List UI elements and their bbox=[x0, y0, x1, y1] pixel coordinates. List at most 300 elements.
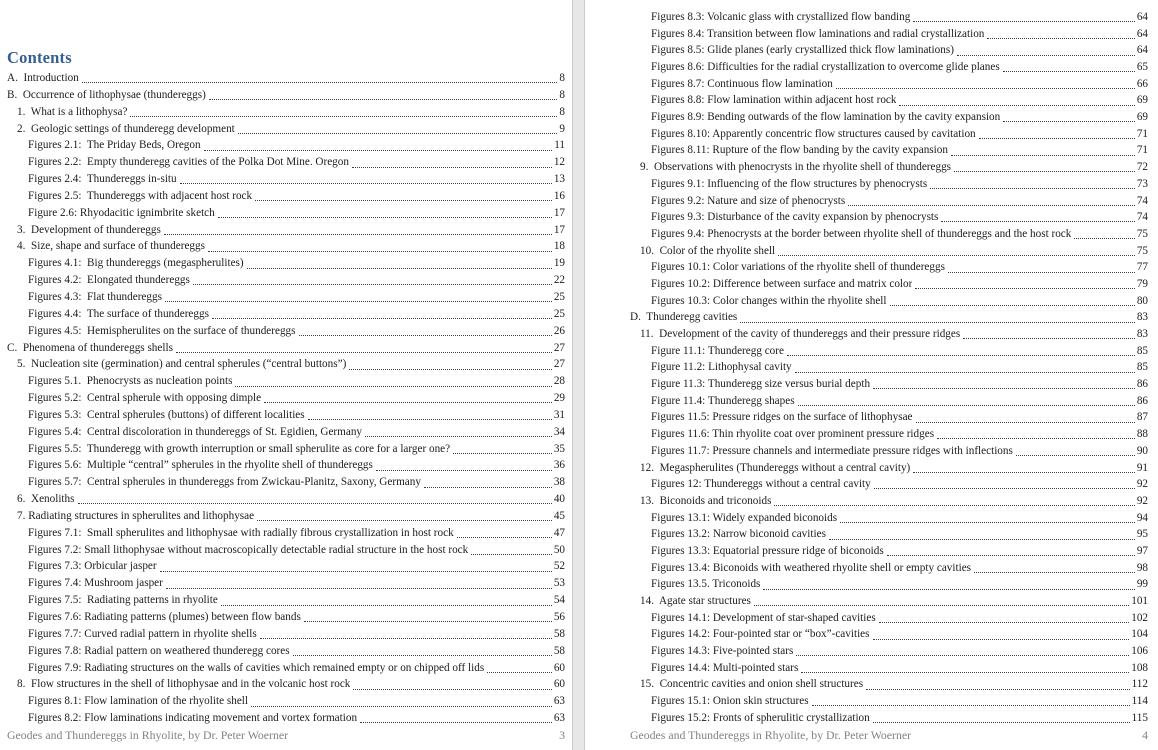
toc-entry-label: D. Thunderegg cavities bbox=[630, 311, 738, 324]
dot-leader bbox=[130, 116, 557, 117]
toc-entry[interactable] bbox=[7, 508, 565, 525]
toc-entry-page: 74 bbox=[1136, 211, 1148, 224]
toc-entry-label: Figures 8.3: Volcanic glass with crystallized flow banding bbox=[651, 10, 911, 23]
toc-entry-page: 88 bbox=[1136, 428, 1148, 441]
toc-entry[interactable] bbox=[630, 643, 1148, 660]
toc-entry-page: 29 bbox=[553, 392, 565, 405]
toc-entry[interactable] bbox=[630, 326, 1148, 343]
toc-entry-label: Figures 7.1: Small spherulites and lithophysae with radially fibrous crystallization in host rock bbox=[28, 526, 454, 539]
toc-entry-label: Figures 8.9: Bending outwards of the flow lamination by the cavity expansion bbox=[651, 111, 1001, 124]
toc-entry-label: Figures 4.2: Elongated thundereggs bbox=[28, 274, 190, 287]
page-footer bbox=[630, 728, 1148, 742]
page-4 bbox=[585, 0, 1158, 750]
toc-entry[interactable] bbox=[630, 309, 1148, 326]
toc-entry[interactable] bbox=[630, 59, 1148, 76]
toc-entry-label: Figures 2.4: Thundereggs in-situ bbox=[28, 173, 177, 186]
toc-entry-label: Figures 8.8: Flow lamination within adjacent host rock bbox=[651, 94, 897, 107]
toc-entry[interactable] bbox=[7, 323, 565, 340]
toc-entry-label: Figures 11.5: Pressure ridges on the surface of lithophysae bbox=[651, 411, 913, 424]
toc-entry[interactable] bbox=[630, 159, 1148, 176]
toc-entry-page: 9 bbox=[559, 122, 565, 135]
toc-entry[interactable] bbox=[630, 410, 1148, 427]
page-footer bbox=[7, 728, 565, 742]
toc-entry-label: Figures 2.1: The Priday Beds, Oregon bbox=[28, 139, 201, 152]
toc-entry[interactable] bbox=[630, 9, 1148, 26]
footer-document-title: Geodes and Thundereggs in Rhyolite, by Dr. Peter Woerner bbox=[630, 728, 912, 742]
toc-entry-label: B. Occurrence of lithophysae (thundereggs) bbox=[7, 88, 206, 101]
toc-entry[interactable] bbox=[630, 593, 1148, 610]
toc-entry-label: 7. Radiating structures in spherulites and lithophysae bbox=[17, 509, 255, 522]
dot-leader bbox=[238, 133, 558, 134]
toc-entry-page: 83 bbox=[1136, 328, 1148, 341]
toc-entry[interactable] bbox=[630, 426, 1148, 443]
toc-entry-label: Figures 11.6: Thin rhyolite coat over prominent pressure ridges bbox=[651, 428, 935, 441]
toc-entry-page: 87 bbox=[1136, 411, 1148, 424]
toc-entry-label: 9. Observations with phenocrysts in the rhyolite shell of thundereggs bbox=[640, 161, 952, 174]
toc-page-4 bbox=[630, 9, 1148, 727]
dot-leader bbox=[948, 272, 1135, 273]
toc-entry[interactable] bbox=[7, 171, 565, 188]
toc-entry-page: 11 bbox=[554, 139, 565, 152]
dot-leader bbox=[873, 639, 1130, 640]
toc-entry[interactable] bbox=[630, 610, 1148, 627]
toc-entry-label: Figures 8.2: Flow laminations indicating movement and vortex formation bbox=[28, 712, 358, 725]
dot-leader bbox=[165, 301, 552, 302]
toc-entry[interactable] bbox=[630, 259, 1148, 276]
toc-entry-page: 64 bbox=[1136, 44, 1148, 57]
dot-leader bbox=[915, 288, 1134, 289]
dot-leader bbox=[840, 522, 1135, 523]
toc-entry-label: Figures 7.6: Radiating patterns (plumes) between flow bands bbox=[28, 611, 301, 623]
toc-entry[interactable] bbox=[7, 491, 565, 508]
dot-leader bbox=[937, 438, 1135, 439]
dot-leader bbox=[166, 588, 552, 589]
toc-entry-label: Figures 2.5: Thundereggs with adjacent host rock bbox=[28, 189, 253, 202]
toc-entry-page: 69 bbox=[1136, 111, 1148, 124]
dot-leader bbox=[353, 689, 551, 690]
dot-leader bbox=[954, 171, 1135, 172]
dot-leader bbox=[957, 55, 1135, 56]
toc-entry[interactable] bbox=[630, 143, 1148, 160]
toc-entry[interactable] bbox=[630, 710, 1148, 727]
toc-entry-label: Figures 5.4: Central discoloration in thundereggs of St. Egidien, Germany bbox=[28, 425, 363, 438]
dot-leader bbox=[778, 255, 1135, 256]
toc-entry-page: 25 bbox=[553, 290, 565, 303]
toc-entry[interactable] bbox=[7, 407, 565, 424]
toc-entry[interactable] bbox=[630, 293, 1148, 310]
dot-leader bbox=[829, 539, 1135, 540]
toc-entry[interactable] bbox=[7, 542, 565, 559]
toc-entry[interactable] bbox=[7, 558, 565, 575]
toc-entry-page: 86 bbox=[1136, 394, 1148, 407]
toc-entry-label: Figures 13.1: Widely expanded biconoids bbox=[651, 511, 838, 524]
toc-entry-label: Figures 13.5. Triconoids bbox=[651, 578, 761, 591]
toc-entry-label: Figures 13.4: Biconoids with weathered rhyolite shell or empty cavities bbox=[651, 561, 972, 574]
dot-leader bbox=[979, 138, 1135, 139]
dot-leader bbox=[1074, 238, 1134, 239]
toc-entry-label: Figures 2.2: Empty thunderegg cavities of the Polka Dot Mine. Oregon bbox=[28, 156, 349, 169]
toc-entry-label: Figures 7.3: Orbicular jasper bbox=[28, 560, 157, 573]
toc-entry-label: 6. Xenoliths bbox=[17, 493, 75, 506]
toc-entry[interactable] bbox=[7, 121, 565, 138]
toc-entry[interactable] bbox=[7, 137, 565, 154]
toc-entry-label: 12. Megaspherulites (Thundereggs without a central cavity) bbox=[640, 461, 911, 474]
toc-entry-page: 69 bbox=[1136, 94, 1148, 107]
toc-entry-page: 106 bbox=[1131, 645, 1148, 658]
toc-entry[interactable] bbox=[630, 226, 1148, 243]
toc-entry-page: 13 bbox=[553, 173, 565, 186]
toc-entry[interactable] bbox=[630, 76, 1148, 93]
toc-entry-page: 17 bbox=[553, 223, 565, 236]
toc-entry-label: Figures 8.1: Flow lamination of the rhyolite shell bbox=[28, 695, 248, 708]
toc-entry[interactable] bbox=[630, 693, 1148, 710]
toc-entry-label: Figures 5.1. Phenocrysts as nucleation points bbox=[28, 375, 233, 388]
footer-page-number: 4 bbox=[1142, 728, 1148, 742]
toc-entry[interactable] bbox=[7, 272, 565, 289]
toc-entry[interactable] bbox=[7, 592, 565, 609]
dot-leader bbox=[360, 722, 552, 723]
toc-entry[interactable] bbox=[7, 373, 565, 390]
toc-entry[interactable] bbox=[7, 457, 565, 474]
toc-entry-label: Figures 15.1: Onion skin structures bbox=[651, 695, 809, 708]
toc-entry[interactable] bbox=[7, 643, 565, 660]
dot-leader bbox=[487, 672, 552, 673]
toc-entry-page: 79 bbox=[1136, 277, 1148, 290]
toc-entry-label: Figures 5.6: Multiple “central” spherules in the rhyolite shell of thundereggs bbox=[28, 459, 373, 472]
toc-entry-label: Figures 4.5: Hemispherulites on the surface of thundereggs bbox=[28, 324, 296, 337]
toc-entry-page: 18 bbox=[553, 240, 565, 253]
toc-entry[interactable] bbox=[7, 525, 565, 542]
toc-entry[interactable] bbox=[7, 205, 565, 222]
toc-entry[interactable] bbox=[7, 255, 565, 272]
dot-leader bbox=[1003, 71, 1135, 72]
toc-entry[interactable] bbox=[630, 359, 1148, 376]
toc-entry-page: 50 bbox=[553, 543, 565, 556]
toc-entry[interactable] bbox=[630, 26, 1148, 43]
dot-leader bbox=[740, 322, 1135, 323]
dot-leader bbox=[866, 689, 1130, 690]
footer-document-title: Geodes and Thundereggs in Rhyolite, by Dr. Peter Woerner bbox=[7, 728, 289, 742]
dot-leader bbox=[887, 555, 1135, 556]
toc-entry-label: Figures 8.11: Rupture of the flow banding by the cavity expansion bbox=[651, 144, 948, 157]
toc-entry-page: 73 bbox=[1136, 177, 1148, 190]
toc-entry-label: Figures 8.10: Apparently concentric flow structures caused by cavitation bbox=[651, 127, 976, 140]
toc-entry-page: 92 bbox=[1136, 478, 1148, 491]
toc-entry-page: 45 bbox=[553, 509, 565, 522]
toc-entry[interactable] bbox=[630, 393, 1148, 410]
toc-entry[interactable] bbox=[7, 70, 565, 87]
toc-entry[interactable] bbox=[630, 510, 1148, 527]
toc-entry-page: 35 bbox=[553, 442, 565, 455]
toc-entry-page: 95 bbox=[1136, 528, 1148, 541]
toc-entry[interactable] bbox=[7, 340, 565, 357]
toc-entry-page: 97 bbox=[1136, 544, 1148, 557]
toc-entry-page: 52 bbox=[553, 560, 565, 573]
toc-entry-page: 60 bbox=[553, 661, 565, 674]
dot-leader bbox=[221, 605, 552, 606]
toc-entry-page: 64 bbox=[1136, 10, 1148, 23]
dot-leader bbox=[304, 621, 552, 622]
toc-entry-label: Figures 7.5: Radiating patterns in rhyolite bbox=[28, 594, 218, 607]
toc-entry-label: A. Introduction bbox=[7, 72, 79, 84]
toc-entry-page: 75 bbox=[1136, 227, 1148, 240]
dot-leader bbox=[879, 622, 1130, 623]
toc-entry-label: Figures 4.4: The surface of thundereggs bbox=[28, 307, 209, 320]
toc-entry-page: 94 bbox=[1136, 511, 1148, 524]
toc-entry-page: 8 bbox=[559, 72, 565, 84]
toc-entry-label: 13. Biconoids and triconoids bbox=[640, 494, 772, 507]
toc-entry[interactable] bbox=[7, 660, 565, 677]
toc-entry[interactable] bbox=[630, 660, 1148, 677]
toc-entry[interactable] bbox=[630, 276, 1148, 293]
toc-entry-page: 85 bbox=[1136, 344, 1148, 357]
toc-entry-label: 11. Development of the cavity of thundereggs and their pressure ridges bbox=[640, 328, 961, 341]
toc-entry[interactable] bbox=[630, 576, 1148, 593]
toc-entry-label: Figures 7.4: Mushroom jasper bbox=[28, 577, 163, 590]
dot-leader bbox=[352, 167, 552, 168]
toc-entry-page: 8 bbox=[559, 88, 565, 101]
toc-entry-label: Figures 5.2: Central spherule with opposing dimple bbox=[28, 392, 262, 405]
toc-entry[interactable] bbox=[630, 243, 1148, 260]
dot-leader bbox=[913, 472, 1135, 473]
toc-entry[interactable] bbox=[630, 677, 1148, 694]
dot-leader bbox=[264, 402, 552, 403]
toc-entry-page: 63 bbox=[553, 695, 565, 708]
dot-leader bbox=[812, 705, 1130, 706]
dot-leader bbox=[204, 150, 553, 151]
toc-entry-page: 101 bbox=[1131, 595, 1148, 608]
toc-entry[interactable] bbox=[630, 126, 1148, 143]
toc-entry[interactable] bbox=[630, 209, 1148, 226]
toc-entry-page: 34 bbox=[553, 425, 565, 438]
toc-entry-page: 86 bbox=[1136, 378, 1148, 391]
page-gutter bbox=[572, 0, 585, 750]
toc-entry-label: Figures 7.2: Small lithophysae without macroscopically detectable radial structure in the host rock bbox=[28, 543, 469, 556]
dot-leader bbox=[251, 706, 552, 707]
toc-entry[interactable] bbox=[7, 710, 565, 727]
toc-entry-page: 99 bbox=[1136, 578, 1148, 591]
toc-entry[interactable] bbox=[630, 476, 1148, 493]
toc-entry-label: Figure 11.3: Thunderegg size versus burial depth bbox=[651, 378, 871, 391]
dot-leader bbox=[212, 318, 552, 319]
toc-entry-page: 27 bbox=[553, 341, 565, 354]
dot-leader bbox=[176, 352, 552, 353]
toc-entry-label: Figures 4.3: Flat thundereggs bbox=[28, 290, 162, 303]
toc-entry[interactable] bbox=[630, 493, 1148, 510]
toc-entry-page: 36 bbox=[553, 459, 565, 472]
toc-entry[interactable] bbox=[630, 526, 1148, 543]
dot-leader bbox=[180, 183, 552, 184]
dot-leader bbox=[801, 672, 1129, 673]
toc-entry-page: 71 bbox=[1136, 144, 1148, 157]
dot-leader bbox=[774, 505, 1134, 506]
toc-entry-label: Figures 10.2: Difference between surface and matrix color bbox=[651, 277, 913, 290]
toc-entry-page: 12 bbox=[553, 156, 565, 169]
toc-entry-page: 8 bbox=[559, 105, 565, 118]
toc-entry-page: 98 bbox=[1136, 561, 1148, 574]
toc-entry[interactable] bbox=[630, 560, 1148, 577]
toc-entry-label: Figure 11.1: Thunderegg core bbox=[651, 344, 784, 357]
toc-entry-label: 2. Geologic settings of thunderegg development bbox=[17, 122, 235, 135]
toc-entry-page: 80 bbox=[1136, 294, 1148, 307]
dot-leader bbox=[873, 388, 1135, 389]
toc-entry-page: 19 bbox=[553, 257, 565, 270]
toc-entry[interactable] bbox=[630, 42, 1148, 59]
dot-leader bbox=[235, 386, 551, 387]
dot-leader bbox=[164, 234, 552, 235]
toc-entry-label: 4. Size, shape and surface of thundereggs bbox=[17, 240, 205, 253]
toc-entry-page: 16 bbox=[553, 189, 565, 202]
toc-entry[interactable] bbox=[630, 193, 1148, 210]
toc-entry[interactable] bbox=[630, 176, 1148, 193]
toc-entry-label: Figures 7.9: Radiating structures on the walls of cavities which remained empty or on chipped off lids bbox=[28, 661, 485, 674]
toc-entry[interactable] bbox=[7, 356, 565, 373]
dot-leader bbox=[82, 82, 558, 83]
toc-entry-page: 92 bbox=[1136, 494, 1148, 507]
toc-entry[interactable] bbox=[630, 92, 1148, 109]
toc-entry-page: 65 bbox=[1136, 61, 1148, 74]
toc-entry-label: C. Phenomena of thundereggs shells bbox=[7, 341, 173, 354]
dot-leader bbox=[787, 355, 1135, 356]
dot-leader bbox=[1003, 121, 1135, 122]
toc-entry-label: Figures 8.7: Continuous flow lamination bbox=[651, 77, 833, 90]
toc-entry-label: Figures 15.2: Fronts of spherulitic crystallization bbox=[651, 711, 870, 724]
toc-entry[interactable] bbox=[630, 543, 1148, 560]
toc-entry-page: 108 bbox=[1131, 661, 1148, 674]
toc-entry-label: Figures 11.7: Pressure channels and intermediate pressure ridges with inflections bbox=[651, 444, 1013, 457]
toc-entry-page: 58 bbox=[553, 627, 565, 640]
toc-entry-label: Figures 5.3: Central spherules (buttons) of different localities bbox=[28, 408, 305, 421]
dot-leader bbox=[754, 605, 1129, 606]
toc-entry[interactable] bbox=[7, 609, 565, 626]
toc-entry-page: 53 bbox=[553, 577, 565, 590]
toc-entry[interactable] bbox=[7, 424, 565, 441]
dot-leader bbox=[963, 338, 1135, 339]
toc-entry[interactable] bbox=[630, 109, 1148, 126]
toc-entry-label: Figures 8.6: Difficulties for the radial crystallization to overcome glide planes bbox=[651, 61, 1000, 74]
dot-leader bbox=[916, 422, 1135, 423]
toc-entry-page: 31 bbox=[553, 408, 565, 421]
toc-entry[interactable] bbox=[7, 626, 565, 643]
dot-leader bbox=[836, 88, 1135, 89]
toc-entry[interactable] bbox=[7, 289, 565, 306]
toc-entry-page: 71 bbox=[1136, 127, 1148, 140]
dot-leader bbox=[471, 554, 552, 555]
toc-entry[interactable] bbox=[7, 693, 565, 710]
toc-entry-page: 91 bbox=[1136, 461, 1148, 474]
toc-entry-label: Figures 9.2: Nature and size of phenocrysts bbox=[651, 194, 846, 207]
toc-entry-page: 114 bbox=[1131, 695, 1148, 708]
toc-entry[interactable] bbox=[7, 104, 565, 121]
toc-entry[interactable] bbox=[630, 376, 1148, 393]
toc-entry-label: Figures 7.8: Radial pattern on weathered thunderegg cores bbox=[28, 644, 290, 657]
toc-entry-label: Figures 4.1: Big thundereggs (megaspherulites) bbox=[28, 257, 244, 270]
toc-entry-label: Figures 14.4: Multi-pointed stars bbox=[651, 661, 799, 674]
toc-entry-page: 56 bbox=[553, 611, 565, 623]
toc-entry-label: Figure 11.4: Thunderegg shapes bbox=[651, 394, 795, 407]
dot-leader bbox=[987, 38, 1134, 39]
toc-entry-page: 26 bbox=[553, 324, 565, 337]
dot-leader bbox=[798, 405, 1135, 406]
toc-entry-label: Figures 14.3: Five-pointed stars bbox=[651, 645, 794, 658]
toc-entry-label: Figures 10.1: Color variations of the rhyolite shell of thundereggs bbox=[651, 261, 945, 274]
dot-leader bbox=[218, 217, 552, 218]
dot-leader bbox=[890, 305, 1135, 306]
toc-entry[interactable] bbox=[7, 306, 565, 323]
dot-leader bbox=[349, 369, 552, 370]
toc-entry[interactable] bbox=[630, 343, 1148, 360]
dot-leader bbox=[873, 722, 1130, 723]
dot-leader bbox=[365, 436, 552, 437]
toc-entry-label: Figures 8.4: Transition between flow laminations and radial crystallization bbox=[651, 27, 985, 40]
toc-entry-page: 27 bbox=[553, 358, 565, 371]
toc-page-3 bbox=[7, 70, 565, 727]
toc-entry[interactable] bbox=[7, 188, 565, 205]
toc-entry-page: 83 bbox=[1136, 311, 1148, 324]
dot-leader bbox=[795, 372, 1135, 373]
dot-leader bbox=[951, 155, 1135, 156]
toc-entry[interactable] bbox=[7, 676, 565, 693]
toc-entry-label: Figures 14.1: Development of star-shaped cavities bbox=[651, 611, 876, 624]
contents-heading: Contents bbox=[7, 48, 72, 67]
toc-entry[interactable] bbox=[7, 575, 565, 592]
toc-entry-page: 28 bbox=[553, 375, 565, 388]
toc-entry-label: Figures 10.3: Color changes within the rhyolite shell bbox=[651, 294, 887, 307]
dot-leader bbox=[299, 335, 552, 336]
toc-entry-label: Figures 9.3: Disturbance of the cavity expansion by phenocrysts bbox=[651, 211, 939, 224]
toc-entry[interactable] bbox=[630, 626, 1148, 643]
toc-entry[interactable] bbox=[7, 390, 565, 407]
toc-entry-label: Figure 11.2: Lithophysal cavity bbox=[651, 361, 792, 374]
toc-entry[interactable] bbox=[7, 474, 565, 491]
toc-entry-page: 22 bbox=[553, 274, 565, 287]
dot-leader bbox=[848, 205, 1135, 206]
dot-leader bbox=[160, 571, 552, 572]
toc-entry[interactable] bbox=[7, 441, 565, 458]
toc-entry-page: 104 bbox=[1131, 628, 1148, 641]
toc-entry[interactable] bbox=[630, 460, 1148, 477]
toc-entry-label: 14. Agate star structures bbox=[640, 595, 751, 608]
dot-leader bbox=[874, 488, 1135, 489]
toc-entry[interactable] bbox=[7, 87, 565, 104]
dot-leader bbox=[457, 537, 552, 538]
toc-entry[interactable] bbox=[7, 238, 565, 255]
toc-entry-label: Figure 2.6: Rhyodacitic ignimbrite sketch bbox=[28, 206, 215, 219]
toc-entry-page: 25 bbox=[553, 307, 565, 320]
toc-entry[interactable] bbox=[7, 222, 565, 239]
toc-entry-label: Figures 7.7: Curved radial pattern in rhyolite shells bbox=[28, 627, 257, 640]
dot-leader bbox=[247, 268, 552, 269]
toc-entry[interactable] bbox=[7, 154, 565, 171]
toc-entry-page: 74 bbox=[1136, 194, 1148, 207]
toc-entry[interactable] bbox=[630, 443, 1148, 460]
toc-entry-page: 38 bbox=[553, 476, 565, 489]
toc-entry-page: 58 bbox=[553, 644, 565, 657]
toc-entry-label: Figures 9.1: Influencing of the flow structures by phenocrysts bbox=[651, 177, 928, 190]
dot-leader bbox=[308, 419, 552, 420]
dot-leader bbox=[796, 655, 1129, 656]
toc-entry-label: 15. Concentric cavities and onion shell structures bbox=[640, 678, 864, 691]
dot-leader bbox=[930, 188, 1135, 189]
toc-entry-page: 63 bbox=[553, 712, 565, 725]
dot-leader bbox=[941, 221, 1134, 222]
toc-entry-page: 17 bbox=[553, 206, 565, 219]
toc-entry-page: 47 bbox=[553, 526, 565, 539]
toc-entry-label: 10. Color of the rhyolite shell bbox=[640, 244, 776, 257]
toc-entry-label: Figures 13.2: Narrow biconoid cavities bbox=[651, 528, 826, 541]
toc-entry-label: Figures 12: Thundereggs without a central cavity bbox=[651, 478, 871, 491]
toc-entry-label: Figures 5.5: Thunderegg with growth interruption or small spherulite as core for a larger one? bbox=[28, 442, 451, 455]
